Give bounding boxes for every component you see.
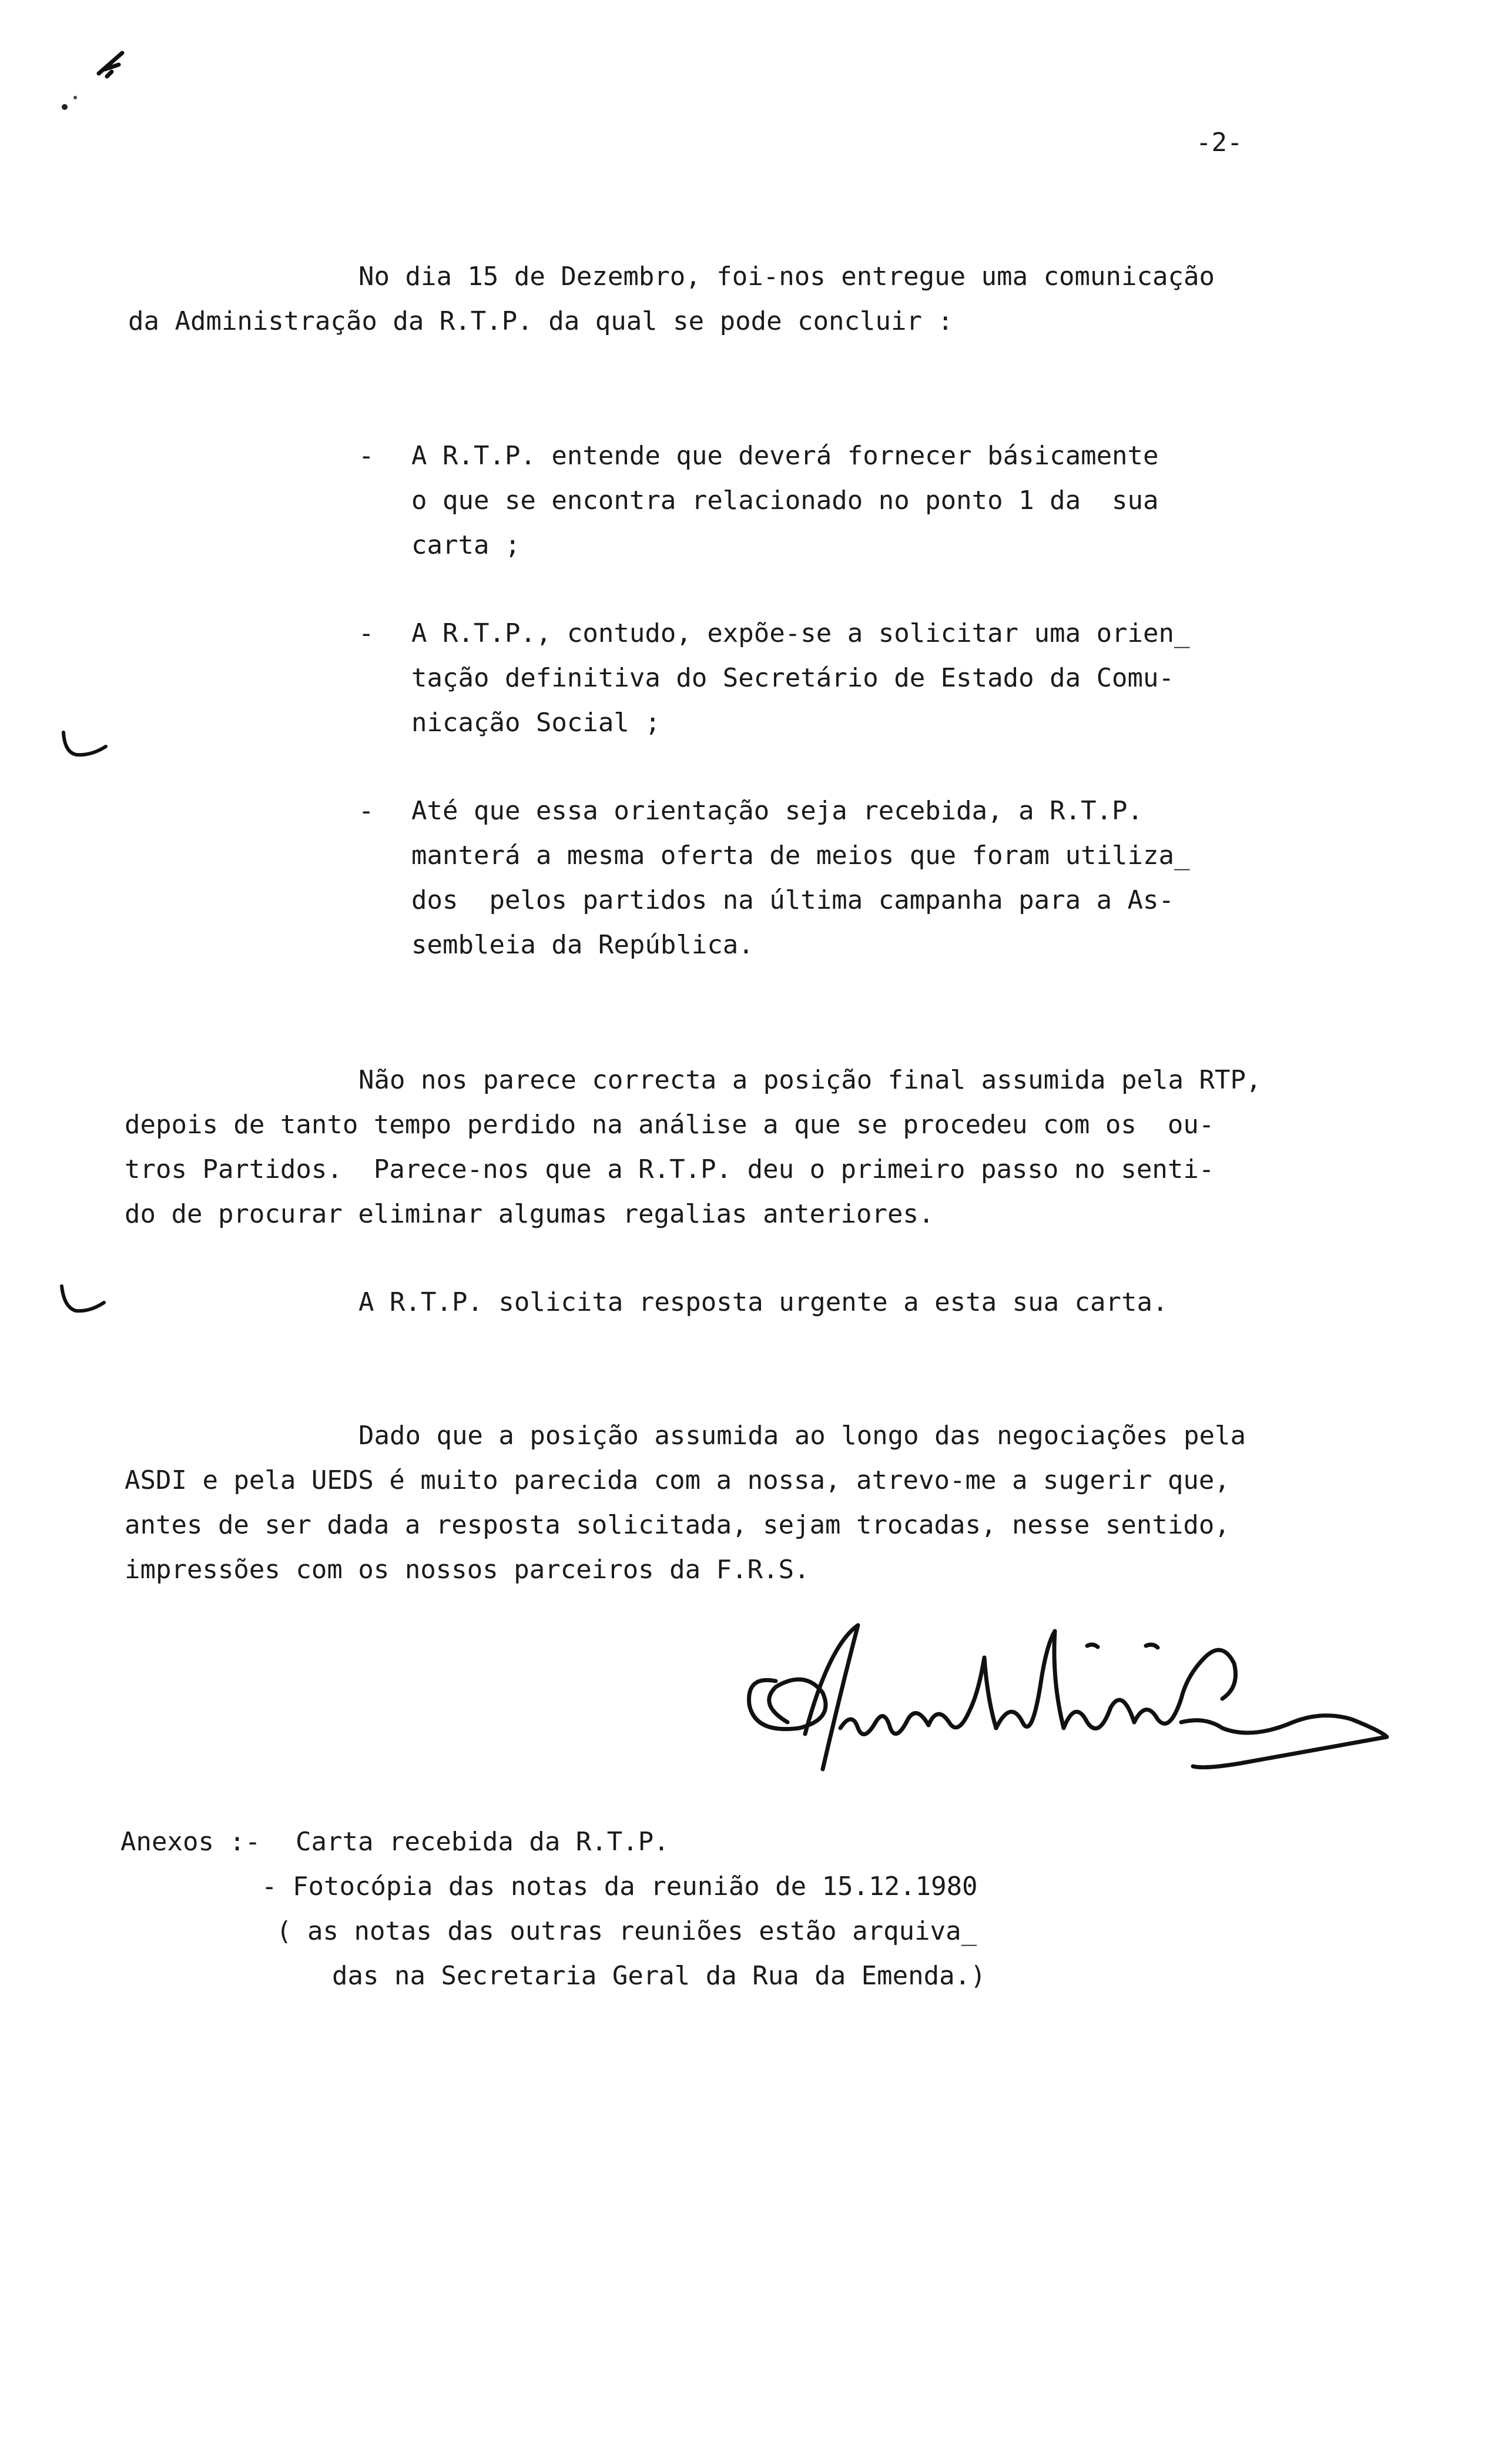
- page-number: -2-: [1196, 128, 1243, 158]
- text-line: Dado que a posição assumida ao longo das negociações pela: [358, 1421, 1246, 1451]
- signature: [735, 1611, 1399, 1805]
- annex-note: ( as notas das outras reuniões estão arquiva̲: [276, 1916, 977, 1946]
- text-line: ASDI e pela UEDS é muito parecida com a nossa, atrevo-me a sugerir que,: [125, 1465, 1230, 1495]
- text-line: Até que essa orientação seja recebida, a R.T.P.: [411, 796, 1144, 826]
- check-mark-icon: [56, 1281, 109, 1323]
- text-line: Não nos parece correcta a posição final assumida pela RTP,: [358, 1065, 1262, 1095]
- annex-item: Carta recebida da R.T.P.: [296, 1827, 669, 1857]
- body-paragraph: A R.T.P. solicita resposta urgente a esta sua carta.: [358, 1287, 1168, 1317]
- text-line: No dia 15 de Dezembro, foi-nos entregue uma comunicação: [358, 262, 1215, 292]
- annex-note: das na Secretaria Geral da Rua da Emenda.): [332, 1961, 986, 1991]
- bullet-dash: -: [358, 796, 374, 826]
- text-line: manterá a mesma oferta de meios que foram utiliza̲: [411, 841, 1190, 871]
- text-line: A R.T.P. entende que deverá fornecer básicamente: [411, 441, 1159, 471]
- text-line: tros Partidos. Parece-nos que a R.T.P. deu o primeiro passo no senti-: [125, 1154, 1215, 1184]
- text-line: da Administração da R.T.P. da qual se pode concluir :: [128, 306, 953, 336]
- text-line: nicação Social ;: [411, 708, 661, 738]
- bullet-dash: -: [358, 441, 374, 471]
- check-mark-icon: [59, 729, 112, 764]
- corner-mark-icon: [53, 41, 135, 118]
- text-line: impressões com os nossos parceiros da F.R.S.: [125, 1555, 810, 1585]
- annex-item: - Fotocópia das notas da reunião de 15.12.1980: [262, 1872, 978, 1901]
- text-line: carta ;: [411, 530, 521, 560]
- text-line: dos pelos partidos na última campanha para a As-: [411, 885, 1175, 915]
- text-line: sembleia da República.: [411, 930, 754, 960]
- bullet-dash: -: [358, 618, 374, 648]
- text-line: A R.T.P., contudo, expõe-se a solicitar uma orien̲: [411, 618, 1190, 648]
- text-line: do de procurar eliminar algumas regalias anteriores.: [125, 1199, 934, 1229]
- text-line: tação definitiva do Secretário de Estado da Comu-: [411, 663, 1175, 693]
- text-line: o que se encontra relacionado no ponto 1 da sua: [411, 486, 1159, 515]
- text-line: antes de ser dada a resposta solicitada, sejam trocadas, nesse sentido,: [125, 1510, 1230, 1540]
- annexes-label: Anexos :-: [120, 1827, 261, 1857]
- text-line: depois de tanto tempo perdido na análise a que se procedeu com os ou-: [125, 1110, 1215, 1140]
